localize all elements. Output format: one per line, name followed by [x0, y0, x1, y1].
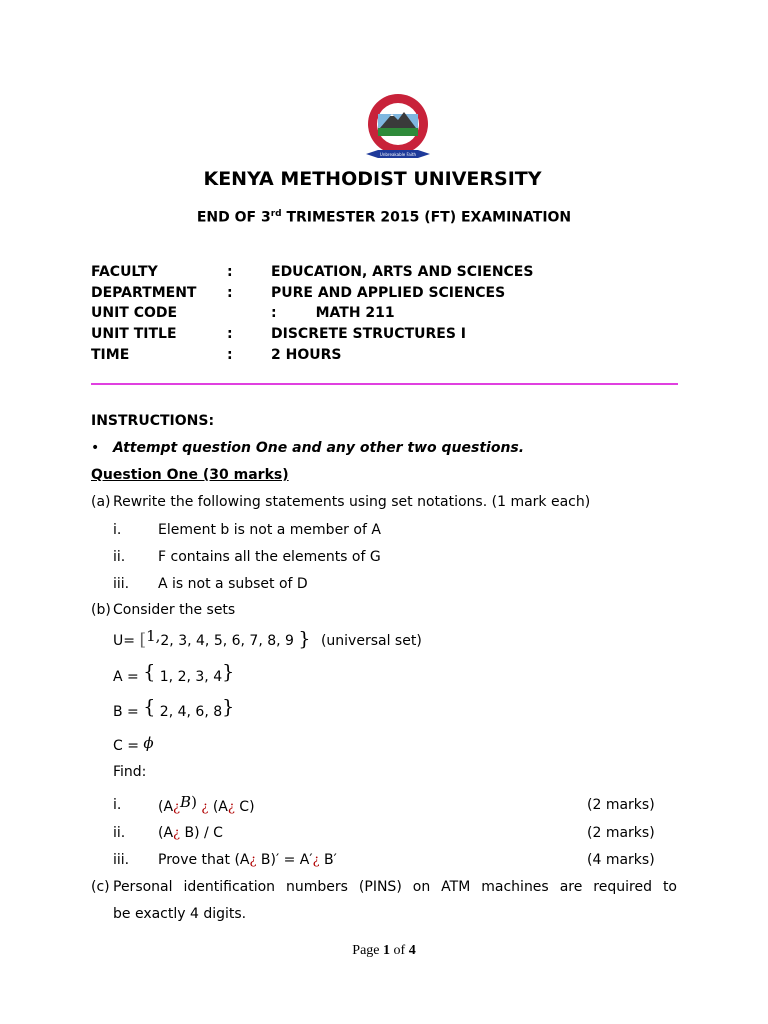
expression: (A¿ B) / C — [158, 825, 223, 841]
meta-colon: : — [227, 285, 233, 301]
bullet-icon: • — [91, 440, 100, 456]
university-title: KENYA METHODIST UNIVERSITY — [203, 168, 542, 190]
meta-value-department: PURE AND APPLIED SCIENCES — [271, 285, 506, 301]
part-b-label: (b) — [91, 602, 111, 618]
meta-value-faculty: EDUCATION, ARTS AND SCIENCES — [271, 264, 534, 280]
item-text: F contains all the elements of G — [158, 549, 381, 565]
part-c-label: (c) — [91, 879, 110, 895]
item-number: iii. — [113, 852, 130, 868]
expression: (A¿B) ¿ (A¿ C) — [158, 793, 255, 815]
item-text: A is not a subset of D — [158, 576, 308, 592]
exam-title: END OF 3rd TRIMESTER 2015 (FT) EXAMINATION — [196, 209, 572, 226]
page-footer: Page 1 of 4 — [352, 943, 416, 958]
marks-label: (2 marks) — [587, 825, 655, 841]
meta-label-unit-code: UNIT CODE — [91, 305, 178, 321]
part-b-text: Consider the sets — [113, 602, 236, 618]
expression: Prove that (A¿ B)′ = A′¿ B′ — [158, 852, 337, 868]
set-u-definition: U= [1,2, 3, 4, 5, 6, 7, 8, 9 } (universal set) — [113, 627, 422, 650]
part-a-label: (a) — [91, 494, 111, 510]
meta-colon: : — [227, 326, 233, 342]
university-logo — [362, 92, 434, 168]
meta-value-unit-code: : MATH 211 — [271, 305, 395, 321]
meta-value-unit-title: DISCRETE STRUCTURES I — [271, 326, 467, 342]
item-number: i. — [113, 522, 122, 538]
item-number: i. — [113, 797, 122, 813]
part-a-text: Rewrite the following statements using set notations. (1 mark each) — [113, 494, 591, 510]
meta-colon: : — [227, 264, 233, 280]
question-one-heading: Question One (30 marks) — [91, 467, 289, 483]
item-number: iii. — [113, 576, 130, 592]
set-a-definition: A = { 1, 2, 3, 4} — [113, 661, 235, 685]
part-c-line1: Personal identification numbers (PINS) on ATM machines are required to — [113, 879, 677, 895]
item-number: ii. — [113, 825, 126, 841]
meta-colon: : — [227, 347, 233, 363]
instruction-text: Attempt question One and any other two questions. — [113, 440, 525, 456]
part-c-line2: be exactly 4 digits. — [113, 906, 247, 922]
marks-label: (2 marks) — [587, 797, 655, 813]
meta-value-time: 2 HOURS — [271, 347, 342, 363]
set-c-definition: C = ϕ — [113, 734, 154, 754]
item-number: ii. — [113, 549, 126, 565]
instructions-heading: INSTRUCTIONS: — [91, 413, 215, 429]
divider-line — [91, 383, 678, 385]
meta-label-faculty: FACULTY — [91, 264, 158, 280]
set-b-definition: B = { 2, 4, 6, 8} — [113, 696, 235, 720]
marks-label: (4 marks) — [587, 852, 655, 868]
meta-label-unit-title: UNIT TITLE — [91, 326, 177, 342]
meta-label-time: TIME — [91, 347, 130, 363]
meta-label-department: DEPARTMENT — [91, 285, 197, 301]
item-text: Element b is not a member of A — [158, 522, 381, 538]
find-label: Find: — [113, 764, 147, 780]
logo-motto: Unbreakable Faith — [379, 152, 417, 157]
